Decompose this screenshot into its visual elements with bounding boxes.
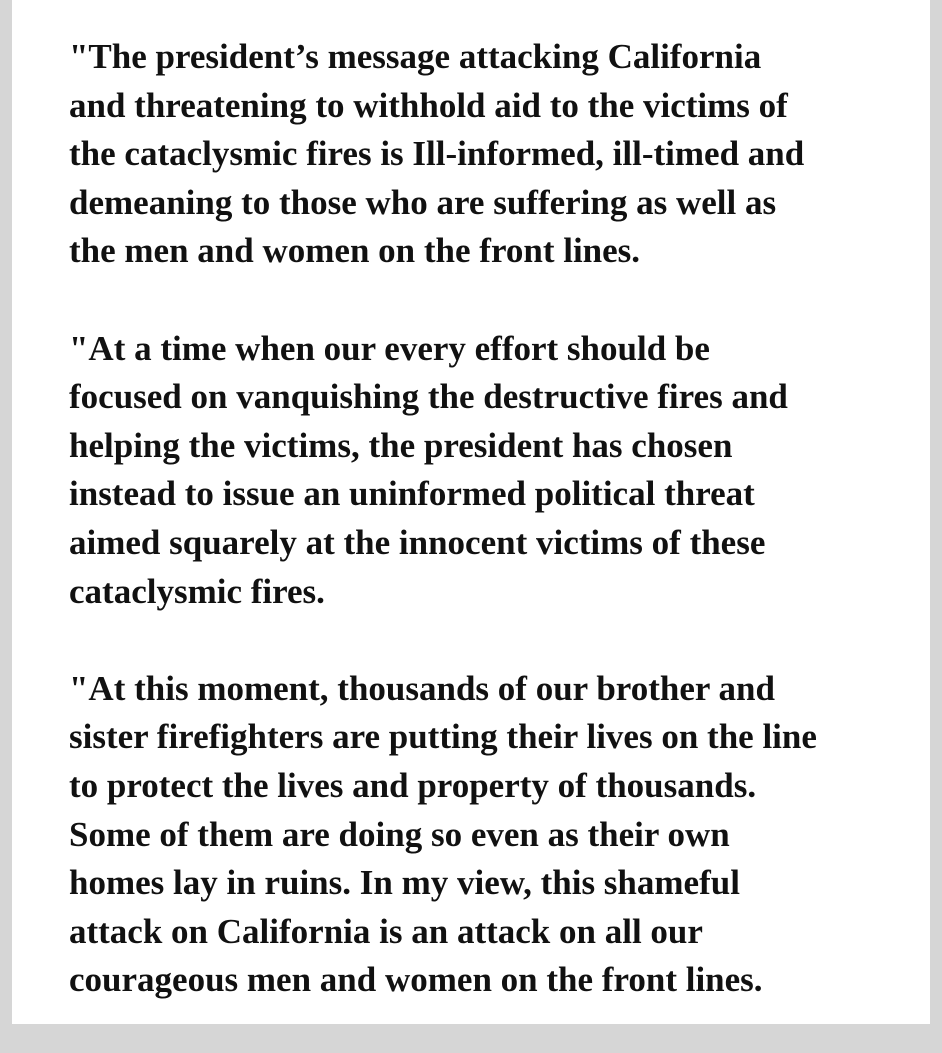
text-line: demeaning to those who are suffering as well as (69, 182, 777, 222)
text-line: courageous men and women on the front lines. (69, 960, 763, 1000)
text-line: cataclysmic fires. (69, 571, 325, 611)
text-line: the cataclysmic fires is Ill-informed, ill-timed and (69, 134, 805, 174)
paragraph-3 (69, 665, 919, 1005)
text-line: focused on vanquishing the destructive fires and (69, 377, 788, 417)
text-line: sister firefighters are putting their lives on the line (69, 717, 817, 757)
text-line: Some of them are doing so even as their own (69, 814, 730, 854)
text-line: "The president’s message attacking California (69, 37, 762, 76)
text-line: helping the victims, the president has chosen (69, 425, 733, 465)
text-line: the men and women on the front lines. (69, 231, 641, 271)
document-page (12, 0, 930, 1024)
paragraph-1 (69, 33, 919, 276)
text-line: and threatening to withhold aid to the victims of (69, 85, 788, 125)
text-line: attack on California is an attack on all our (69, 911, 703, 951)
text-line: "At a time when our every effort should be (69, 328, 710, 368)
text-line: "At this moment, thousands of our brother and (69, 668, 775, 708)
statement-text (69, 33, 919, 1053)
text-line: aimed squarely at the innocent victims of these (69, 522, 766, 562)
paragraph-2 (69, 325, 919, 617)
text-line: homes lay in ruins. In my view, this shameful (69, 863, 740, 903)
text-line: to protect the lives and property of thousands. (69, 765, 757, 805)
text-line: instead to issue an uninformed political threat (69, 474, 755, 514)
